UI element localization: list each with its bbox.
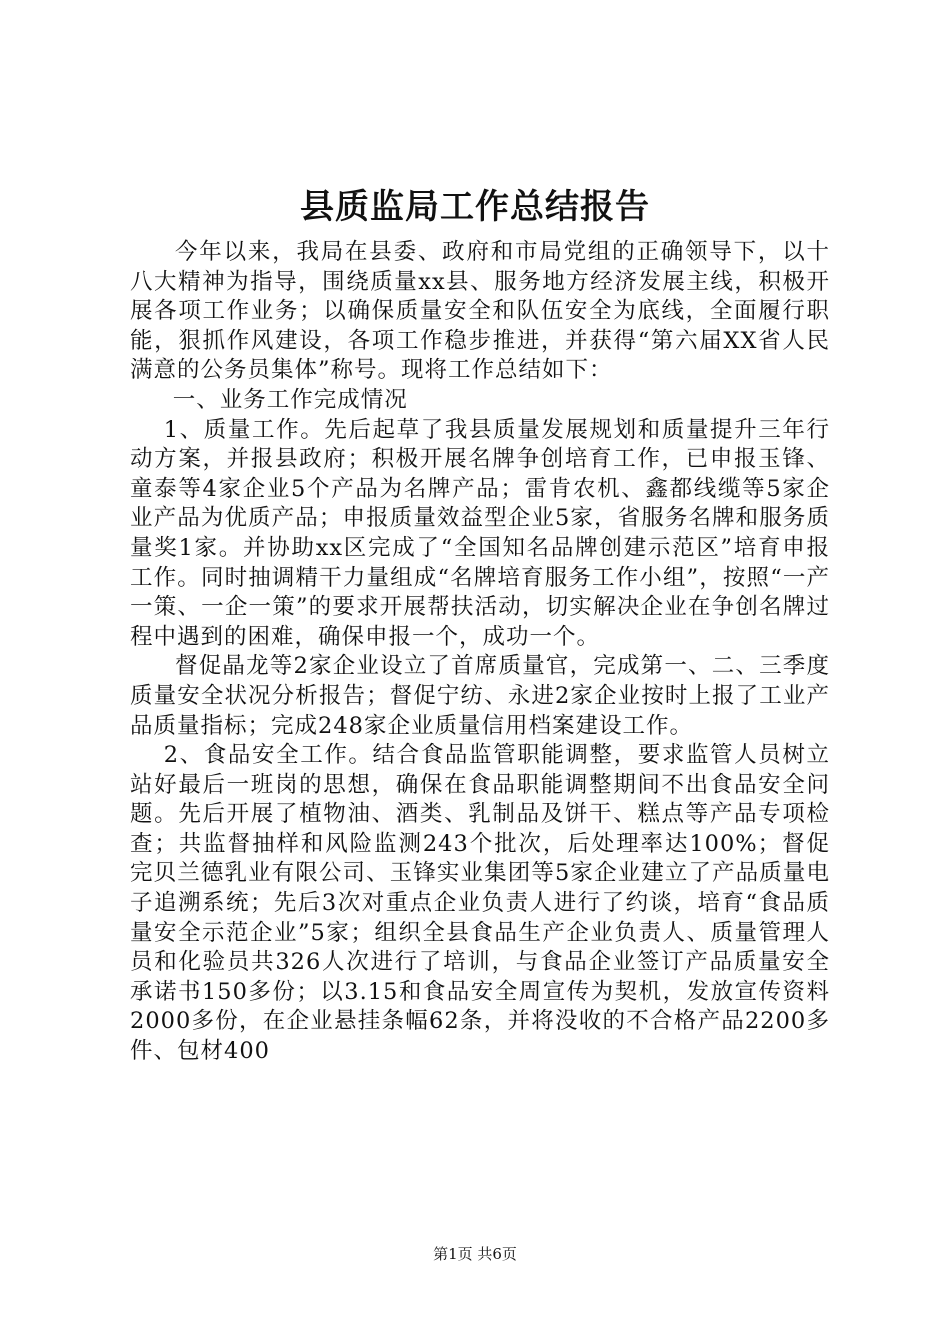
food-safety-paragraph: 2、食品安全工作。结合食品监管职能调整，要求监管人员树立站好最后一班岗的思想，确保在食品职能调整期间不出食品安全问题。先后开展了植物油、酒类、乳制品及饼干、糕点等产品专项检查；共监督抽样和风险监测243个批次，后处理率达100%；督促完贝兰德乳业有限公司、玉锋实业集团等5家企业建立了产品质量电子追溯系统；先后3次对重点企业负责人进行了约谈，培育“食品质量安全示范企业”5家；组织全县食品生产企业负责人、质量管理人员和化验员共326人次进行了培训，与食品企业签订产品质量安全承诺书150多份；以3.15和食品安全周宣传为契机，发放宣传资料2000多份，在企业悬挂条幅62条，并将没收的不合格产品2200多件、包材400 <box>130 742 830 1065</box>
page-footer: 第1页 共6页 <box>433 1245 517 1263</box>
supervision-paragraph: 督促晶龙等2家企业设立了首席质量官，完成第一、二、三季度质量安全状况分析报告；督促宁纺、永进2家企业按时上报了工业产品质量指标；完成248家企业质量信用档案建设工作。 <box>130 653 830 739</box>
document-body <box>130 238 830 1067</box>
section-heading: 一、业务工作完成情况 <box>172 386 408 413</box>
document-title: 县质监局工作总结报告 <box>300 187 650 227</box>
quality-work-paragraph: 1、质量工作。先后起草了我县质量发展规划和质量提升三年行动方案，并报县政府；积极开展名牌争创培育工作，已申报玉锋、童泰等4家企业5个产品为名牌产品；雷肯农机、鑫都线缆等5家企业产品为优质产品；申报质量效益型企业5家，省服务名牌和服务质量奖1家。并协助xx区完成了“全国知名品牌创建示范区”培育申报工作。同时抽调精干力量组成“名牌培育服务工作小组”，按照“一产一策、一企一策”的要求开展帮扶活动，切实解决企业在争创名牌过程中遇到的困难，确保申报一个，成功一个。 <box>130 416 830 650</box>
intro-paragraph: 今年以来，我局在县委、政府和市局党组的正确领导下，以十八大精神为指导，围绕质量xx县、服务地方经济发展主线，积极开展各项工作业务；以确保质量安全和队伍安全为底线，全面履行职能，狠抓作风建设，各项工作稳步推进，并获得“第六届XX省人民满意的公务员集体”称号。现将工作总结如下： <box>130 239 830 384</box>
